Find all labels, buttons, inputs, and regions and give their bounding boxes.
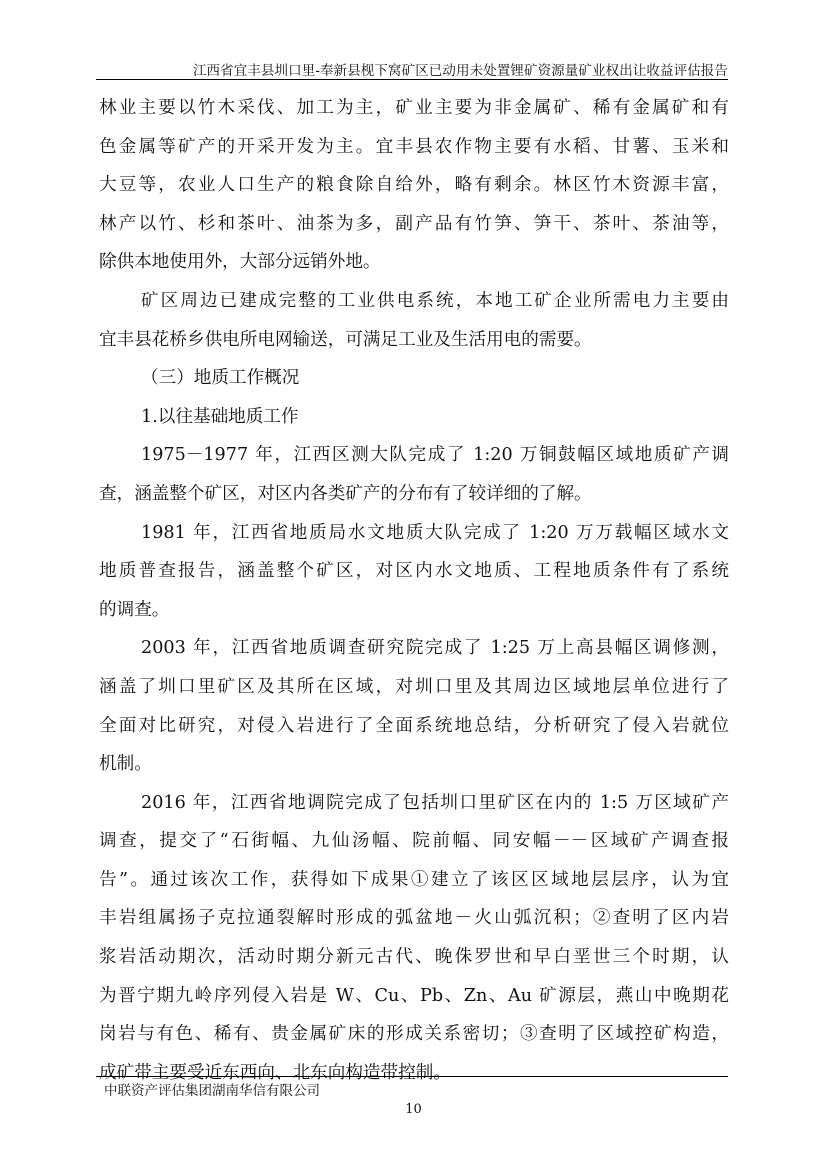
body-line: 2003 年，江西省地质调查研究院完成了 1:25 万上高县幅区调修测， — [141, 638, 729, 659]
body-line: 机制。 — [99, 754, 152, 775]
body-line: 涵盖了圳口里矿区及其所在区域，对圳口里及其周边区域地层单位进行了 — [99, 676, 729, 697]
body-line: 成矿带主要受近东西向、北东向构造带控制。 — [99, 1062, 451, 1083]
header-rule — [96, 79, 728, 80]
body-line: 岗岩与有色、稀有、贵金属矿床的形成关系密切；③查明了区域控矿构造， — [99, 1024, 729, 1045]
page-number: 10 — [405, 1102, 422, 1117]
body-line: 宜丰县花桥乡供电所电网输送，可满足工业及生活用电的需要。 — [99, 329, 592, 350]
body-line: 2016 年，江西省地调院完成了包括圳口里矿区在内的 1:5 万区域矿产 — [141, 792, 729, 813]
body-line: 1975－1977 年，江西区测大队完成了 1:20 万铜鼓幅区域地质矿产调 — [141, 445, 729, 466]
subsection-heading: 1.以往基础地质工作 — [141, 406, 299, 427]
body-line: 的调查。 — [99, 599, 170, 620]
body-line: 丰岩组属扬子克拉通裂解时形成的弧盆地－火山弧沉积；②查明了区内岩 — [99, 908, 729, 929]
body-line: 林业主要以竹木采伐、加工为主，矿业主要为非金属矿、稀有金属矿和有 — [99, 98, 729, 118]
body-line: 为晋宁期九岭序列侵入岩是 W、Cu、Pb、Zn、Au 矿源层，燕山中晚期花 — [99, 985, 729, 1006]
body-line: 矿区周边已建成完整的工业供电系统，本地工矿企业所需电力主要由 — [141, 290, 729, 311]
body-line: 林产以竹、杉和茶叶、油茶为多，副产品有竹笋、笋干、茶叶、茶油等， — [99, 213, 729, 234]
body-line: 调查，提交了“石街幅、九仙汤幅、院前幅、同安幅－－区域矿产调查报 — [99, 831, 729, 852]
body-line: 1981 年，江西省地质局水文地质大队完成了 1:20 万万载幅区域水文 — [141, 522, 729, 543]
body-line: 除供本地使用外，大部分远销外地。 — [99, 252, 381, 273]
body-line: 查，涵盖整个矿区，对区内各类矿产的分布有了较详细的了解。 — [99, 483, 592, 504]
section-heading: （三）地质工作概况 — [141, 368, 300, 389]
report-body — [99, 89, 729, 1092]
body-line: 大豆等，农业人口生产的粮食除自给外，略有剩余。林区竹木资源丰富， — [99, 175, 729, 196]
body-line: 色金属等矿产的开采开发为主。宜丰县农作物主要有水稻、甘薯、玉米和 — [99, 136, 729, 157]
body-line: 告”。通过该次工作，获得如下成果①建立了该区区域地层层序，认为宜 — [99, 869, 729, 890]
footer-company: 中联资产评估集团湖南华信有限公司 — [104, 1083, 320, 1099]
body-line: 全面对比研究，对侵入岩进行了全面系统地总结，分析研究了侵入岩就位 — [99, 715, 729, 736]
body-line: 浆岩活动期次，活动时期分新元古代、晚侏罗世和早白垩世三个时期，认 — [99, 947, 729, 968]
report-header-title: 江西省宜丰县圳口里-奉新县枧下窝矿区已动用未处置锂矿资源量矿业权出让收益评估报告 — [192, 63, 728, 79]
body-line: 地质普查报告，涵盖整个矿区，对区内水文地质、工程地质条件有了系统 — [99, 561, 729, 582]
footer-rule — [96, 1076, 728, 1077]
